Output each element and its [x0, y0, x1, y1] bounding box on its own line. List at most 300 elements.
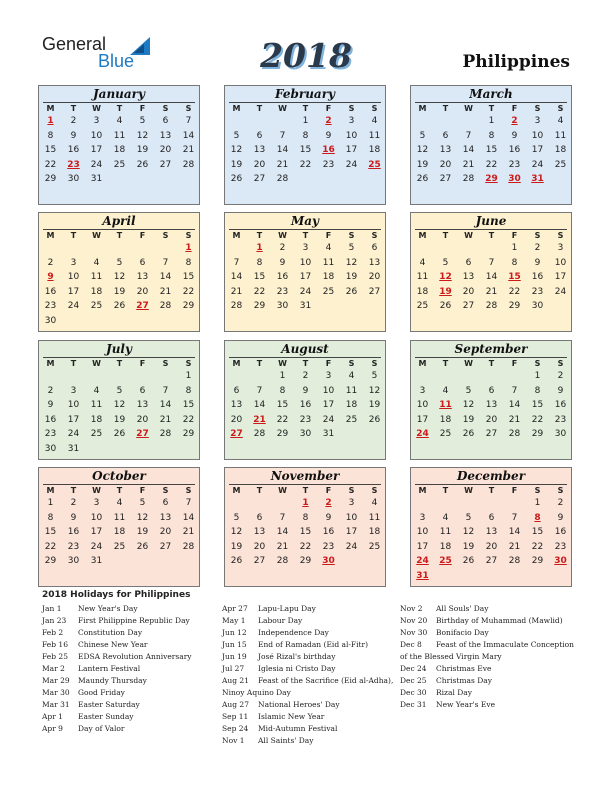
day-cell: 12 — [136, 130, 149, 141]
day-cell: 21 — [230, 286, 243, 297]
day-cell: 27 — [159, 541, 172, 552]
day-cell: 12 — [462, 400, 475, 410]
holiday-day: 11 — [439, 400, 452, 410]
holiday-date: Jul 27 — [222, 664, 245, 673]
holiday-name: Rizal Day — [436, 688, 472, 697]
weekday-header: W — [278, 359, 287, 368]
day-cell: 13 — [159, 130, 172, 141]
holiday-name: Easter Sunday — [78, 712, 134, 721]
weekday-header: T — [442, 486, 449, 495]
day-cell: 18 — [439, 414, 452, 425]
day-cell: 3 — [93, 116, 100, 126]
holiday-day: 30 — [322, 556, 335, 566]
weekday-header: W — [464, 104, 473, 113]
holiday-name: First Philippine Republic Day — [78, 616, 190, 625]
day-cell: 21 — [182, 145, 195, 155]
holiday-name: Constitution Day — [78, 628, 143, 637]
weekday-header: F — [325, 231, 332, 240]
month-february — [224, 85, 386, 205]
month-january — [38, 85, 200, 205]
day-cell: 9 — [534, 257, 541, 268]
holiday-date: Sep 11 — [222, 712, 249, 721]
day-cell: 29 — [44, 556, 57, 566]
weekday-header: T — [302, 359, 309, 368]
day-cell: 13 — [485, 527, 498, 537]
day-cell: 21 — [508, 541, 521, 552]
day-cell: 20 — [159, 527, 172, 537]
day-cell: 14 — [253, 400, 266, 410]
day-cell: 12 — [462, 527, 475, 537]
day-cell: 23 — [44, 301, 57, 311]
holiday-day: 30 — [508, 174, 521, 184]
day-cell: 17 — [416, 414, 429, 425]
day-cell: 14 — [182, 512, 195, 523]
holiday-day: 1 — [302, 498, 309, 508]
day-cell: 4 — [371, 498, 378, 508]
holiday-name: Independence Day — [258, 628, 329, 637]
day-cell: 13 — [136, 272, 149, 282]
day-cell: 24 — [67, 429, 80, 439]
day-cell: 16 — [44, 286, 57, 297]
day-cell: 20 — [485, 414, 498, 425]
day-cell: 25 — [322, 286, 335, 297]
day-cell: 6 — [162, 498, 169, 508]
day-cell: 2 — [70, 498, 77, 508]
day-cell: 4 — [93, 385, 100, 396]
day-cell: 17 — [67, 286, 80, 297]
day-cell: 25 — [554, 159, 567, 170]
month-divider — [415, 229, 567, 230]
day-cell: 13 — [368, 257, 381, 268]
day-cell: 20 — [136, 414, 149, 425]
day-cell: 14 — [182, 130, 195, 141]
holiday-day: 24 — [416, 429, 429, 439]
holiday-date: Nov 20 — [400, 616, 428, 625]
day-cell: 7 — [185, 498, 192, 508]
holiday-name: New Year's Day — [78, 604, 138, 613]
holiday-date: Nov 1 — [222, 736, 245, 745]
day-cell: 31 — [67, 443, 80, 454]
day-cell: 17 — [299, 272, 312, 282]
day-cell: 15 — [531, 400, 544, 410]
day-cell: 22 — [253, 286, 266, 297]
holiday-name: Day of Valor — [78, 724, 125, 733]
month-name: March — [469, 87, 513, 101]
holiday-name: Lapu-Lapu Day — [258, 604, 316, 613]
day-cell: 26 — [230, 174, 243, 184]
weekday-header: F — [511, 486, 518, 495]
month-divider — [229, 102, 381, 103]
day-cell: 17 — [554, 272, 567, 282]
day-cell: 15 — [44, 145, 57, 155]
day-cell: 17 — [322, 400, 335, 410]
day-cell: 26 — [462, 556, 475, 566]
weekday-header: F — [139, 359, 146, 368]
holiday-name: Bonifacio Day — [436, 628, 489, 637]
weekday-header: T — [302, 104, 309, 113]
day-cell: 8 — [185, 257, 192, 268]
day-cell: 15 — [44, 527, 57, 537]
weekday-header: S — [348, 231, 355, 240]
day-cell: 27 — [462, 301, 475, 311]
day-cell: 28 — [253, 429, 266, 439]
day-cell: 31 — [90, 556, 103, 566]
holiday-day: 8 — [534, 512, 541, 523]
weekday-header: S — [348, 359, 355, 368]
day-cell: 24 — [345, 541, 358, 552]
weekday-header: S — [557, 486, 564, 495]
holiday-date: Feb 25 — [42, 652, 68, 661]
month-divider — [229, 357, 381, 358]
day-cell: 6 — [488, 385, 495, 396]
day-cell: 6 — [371, 243, 378, 253]
holiday-name: José Rizal's birthday — [258, 652, 336, 661]
day-cell: 16 — [67, 145, 80, 155]
weekday-header: T — [442, 231, 449, 240]
holiday-name: Christmas Eve — [436, 664, 492, 673]
weekday-header: F — [511, 359, 518, 368]
weekday-header: S — [162, 104, 169, 113]
day-cell: 30 — [44, 315, 57, 326]
holiday-name: Feast of the Immaculate Conception — [436, 640, 574, 649]
day-cell: 2 — [47, 385, 54, 396]
day-cell: 5 — [465, 512, 472, 523]
weekday-header: T — [256, 359, 263, 368]
month-divider — [415, 102, 567, 103]
month-october — [38, 467, 200, 587]
day-cell: 9 — [302, 385, 309, 396]
holiday-date: Apr 9 — [42, 724, 63, 733]
day-cell: 29 — [44, 174, 57, 184]
holiday-name: New Year's Eve — [436, 700, 496, 709]
day-cell: 28 — [276, 556, 289, 566]
day-cell: 3 — [70, 257, 77, 268]
day-cell: 6 — [139, 257, 146, 268]
day-cell: 1 — [279, 371, 286, 381]
weekday-header: W — [278, 104, 287, 113]
holiday-name: National Heroes' Day — [258, 700, 340, 709]
day-cell: 29 — [276, 429, 289, 439]
day-cell: 7 — [256, 385, 263, 396]
day-cell: 28 — [159, 429, 172, 439]
day-cell: 31 — [299, 301, 312, 311]
holiday-day: 30 — [554, 556, 567, 566]
day-cell: 19 — [230, 541, 243, 552]
day-cell: 9 — [47, 400, 54, 410]
day-cell: 13 — [439, 145, 452, 155]
day-cell: 20 — [159, 145, 172, 155]
weekday-header: S — [185, 359, 192, 368]
day-cell: 15 — [276, 400, 289, 410]
day-cell: 18 — [416, 286, 429, 297]
holiday-day: 31 — [531, 174, 544, 184]
day-cell: 15 — [182, 400, 195, 410]
day-cell: 15 — [485, 145, 498, 155]
day-cell: 5 — [139, 116, 146, 126]
day-cell: 1 — [511, 243, 518, 253]
holiday-date: Dec 31 — [400, 700, 427, 709]
holidays-title: 2018 Holidays for Philippines — [42, 590, 191, 600]
day-cell: 21 — [159, 286, 172, 297]
day-cell: 5 — [139, 498, 146, 508]
day-cell: 22 — [182, 414, 195, 425]
weekday-header: T — [256, 104, 263, 113]
month-divider — [229, 229, 381, 230]
day-cell: 14 — [485, 272, 498, 282]
month-name: June — [475, 214, 507, 228]
day-cell: 25 — [439, 429, 452, 439]
holiday-name: All Souls' Day — [436, 604, 489, 613]
day-cell: 9 — [557, 512, 564, 523]
day-cell: 17 — [531, 145, 544, 155]
day-cell: 16 — [44, 414, 57, 425]
day-cell: 7 — [279, 130, 286, 141]
day-cell: 6 — [233, 385, 240, 396]
holiday-date: Jan 23 — [42, 616, 67, 625]
day-cell: 1 — [302, 116, 309, 126]
day-cell: 4 — [116, 116, 123, 126]
day-cell: 28 — [230, 301, 243, 311]
day-cell: 8 — [256, 257, 263, 268]
day-cell: 20 — [253, 159, 266, 170]
weekday-header: S — [185, 104, 192, 113]
weekday-header: S — [371, 359, 378, 368]
day-cell: 28 — [508, 556, 521, 566]
weekday-header: F — [139, 104, 146, 113]
weekday-header: F — [325, 104, 332, 113]
day-cell: 18 — [113, 145, 126, 155]
brand-blue-text: Blue — [98, 51, 135, 71]
day-cell: 4 — [371, 116, 378, 126]
month-divider — [43, 357, 195, 358]
weekday-header: T — [116, 104, 123, 113]
day-cell: 19 — [113, 414, 126, 425]
weekday-header: T — [70, 359, 77, 368]
holiday-name: Mid-Autumn Festival — [258, 724, 338, 733]
weekday-header: M — [46, 231, 55, 240]
day-cell: 13 — [462, 272, 475, 282]
holiday-day: 9 — [47, 272, 54, 282]
month-may — [224, 212, 386, 332]
day-cell: 28 — [462, 174, 475, 184]
day-cell: 10 — [531, 130, 544, 141]
day-cell: 13 — [230, 400, 243, 410]
day-cell: 10 — [299, 257, 312, 268]
day-cell: 11 — [368, 130, 381, 141]
holiday-day: 27 — [136, 429, 149, 439]
day-cell: 9 — [70, 130, 77, 141]
month-april — [38, 212, 200, 332]
day-cell: 5 — [116, 385, 123, 396]
day-cell: 21 — [508, 414, 521, 425]
month-name: October — [92, 469, 146, 483]
day-cell: 10 — [345, 130, 358, 141]
day-cell: 22 — [531, 414, 544, 425]
day-cell: 19 — [113, 286, 126, 297]
weekday-header: M — [232, 486, 241, 495]
holiday-date: Apr 1 — [42, 712, 63, 721]
day-cell: 6 — [442, 130, 449, 141]
day-cell: 13 — [253, 527, 266, 537]
day-cell: 24 — [90, 159, 103, 170]
day-cell: 23 — [554, 414, 567, 425]
holiday-name: Ninoy Aquino Day — [222, 688, 291, 697]
day-cell: 6 — [256, 130, 263, 141]
day-cell: 7 — [162, 257, 169, 268]
day-cell: 14 — [159, 400, 172, 410]
holiday-day: 27 — [230, 429, 243, 439]
day-cell: 16 — [276, 272, 289, 282]
day-cell: 7 — [511, 385, 518, 396]
day-cell: 14 — [276, 527, 289, 537]
day-cell: 27 — [253, 174, 266, 184]
holiday-name: of the Blessed Virgin Mary — [400, 652, 502, 661]
weekday-header: S — [534, 104, 541, 113]
day-cell: 19 — [462, 541, 475, 552]
day-cell: 17 — [67, 414, 80, 425]
day-cell: 23 — [44, 429, 57, 439]
holiday-name: Lantern Festival — [78, 664, 141, 673]
day-cell: 14 — [230, 272, 243, 282]
day-cell: 5 — [419, 130, 426, 141]
day-cell: 13 — [485, 400, 498, 410]
day-cell: 15 — [253, 272, 266, 282]
weekday-header: T — [488, 104, 495, 113]
month-september — [410, 340, 572, 460]
weekday-header: T — [256, 486, 263, 495]
weekday-header: W — [278, 486, 287, 495]
day-cell: 21 — [159, 414, 172, 425]
weekday-header: M — [418, 359, 427, 368]
day-cell: 7 — [465, 130, 472, 141]
day-cell: 5 — [465, 385, 472, 396]
weekday-header: S — [557, 104, 564, 113]
day-cell: 8 — [534, 385, 541, 396]
holiday-date: Jun 12 — [222, 628, 247, 637]
day-cell: 30 — [44, 443, 57, 454]
day-cell: 11 — [416, 272, 429, 282]
day-cell: 29 — [531, 429, 544, 439]
month-name: April — [102, 214, 136, 228]
day-cell: 20 — [253, 541, 266, 552]
weekday-header: S — [162, 486, 169, 495]
day-cell: 12 — [416, 145, 429, 155]
day-cell: 6 — [139, 385, 146, 396]
day-cell: 23 — [322, 159, 335, 170]
day-cell: 14 — [159, 272, 172, 282]
weekday-header: M — [418, 231, 427, 240]
day-cell: 22 — [182, 286, 195, 297]
weekday-header: F — [139, 486, 146, 495]
weekday-header: S — [371, 231, 378, 240]
weekday-header: S — [162, 231, 169, 240]
holiday-date: Dec 30 — [400, 688, 427, 697]
country-title: Philippines — [462, 52, 570, 72]
weekday-header: T — [256, 231, 263, 240]
holiday-date: Aug 21 — [222, 676, 249, 685]
holiday-date: Jun 19 — [222, 652, 247, 661]
day-cell: 26 — [345, 286, 358, 297]
day-cell: 3 — [419, 512, 426, 523]
weekday-header: W — [92, 359, 101, 368]
day-cell: 30 — [554, 429, 567, 439]
day-cell: 16 — [322, 527, 335, 537]
holiday-name: Good Friday — [78, 688, 125, 697]
day-cell: 11 — [113, 130, 126, 141]
weekday-header: M — [232, 231, 241, 240]
year-title: 2018 — [260, 36, 352, 75]
weekday-header: S — [185, 231, 192, 240]
day-cell: 13 — [159, 512, 172, 523]
day-cell: 27 — [485, 556, 498, 566]
holiday-day: 2 — [511, 116, 518, 126]
month-name: December — [456, 469, 526, 483]
day-cell: 3 — [557, 243, 564, 253]
day-cell: 11 — [368, 512, 381, 523]
day-cell: 4 — [557, 116, 564, 126]
month-june — [410, 212, 572, 332]
day-cell: 22 — [44, 541, 57, 552]
day-cell: 30 — [299, 429, 312, 439]
day-cell: 15 — [531, 527, 544, 537]
day-cell: 18 — [368, 145, 381, 155]
holiday-day: 1 — [185, 243, 192, 253]
holiday-name: Labour Day — [258, 616, 303, 625]
day-cell: 4 — [348, 371, 355, 381]
day-cell: 23 — [322, 541, 335, 552]
day-cell: 26 — [136, 159, 149, 170]
day-cell: 22 — [276, 414, 289, 425]
day-cell: 31 — [90, 174, 103, 184]
day-cell: 18 — [90, 286, 103, 297]
day-cell: 2 — [47, 257, 54, 268]
holiday-day: 23 — [67, 159, 80, 170]
day-cell: 3 — [325, 371, 332, 381]
holiday-name: Christmas Day — [436, 676, 492, 685]
day-cell: 25 — [90, 429, 103, 439]
day-cell: 11 — [90, 272, 103, 282]
day-cell: 6 — [256, 512, 263, 523]
day-cell: 12 — [368, 385, 381, 396]
weekday-header: T — [70, 104, 77, 113]
weekday-header: F — [511, 104, 518, 113]
weekday-header: M — [46, 359, 55, 368]
month-march — [410, 85, 572, 205]
holiday-name: All Saints' Day — [258, 736, 314, 745]
day-cell: 10 — [67, 272, 80, 282]
day-cell: 27 — [368, 286, 381, 297]
day-cell: 26 — [136, 541, 149, 552]
day-cell: 17 — [345, 145, 358, 155]
day-cell: 24 — [322, 414, 335, 425]
day-cell: 10 — [554, 257, 567, 268]
holiday-day: 16 — [322, 145, 335, 155]
day-cell: 18 — [345, 400, 358, 410]
day-cell: 14 — [508, 400, 521, 410]
day-cell: 20 — [462, 286, 475, 297]
month-name: July — [106, 342, 132, 356]
day-cell: 3 — [419, 385, 426, 396]
day-cell: 23 — [67, 541, 80, 552]
day-cell: 20 — [136, 286, 149, 297]
day-cell: 22 — [531, 541, 544, 552]
day-cell: 8 — [511, 257, 518, 268]
weekday-header: T — [488, 359, 495, 368]
holiday-day: 1 — [47, 116, 54, 126]
holiday-date: Apr 27 — [222, 604, 248, 613]
month-divider — [43, 229, 195, 230]
day-cell: 7 — [279, 512, 286, 523]
